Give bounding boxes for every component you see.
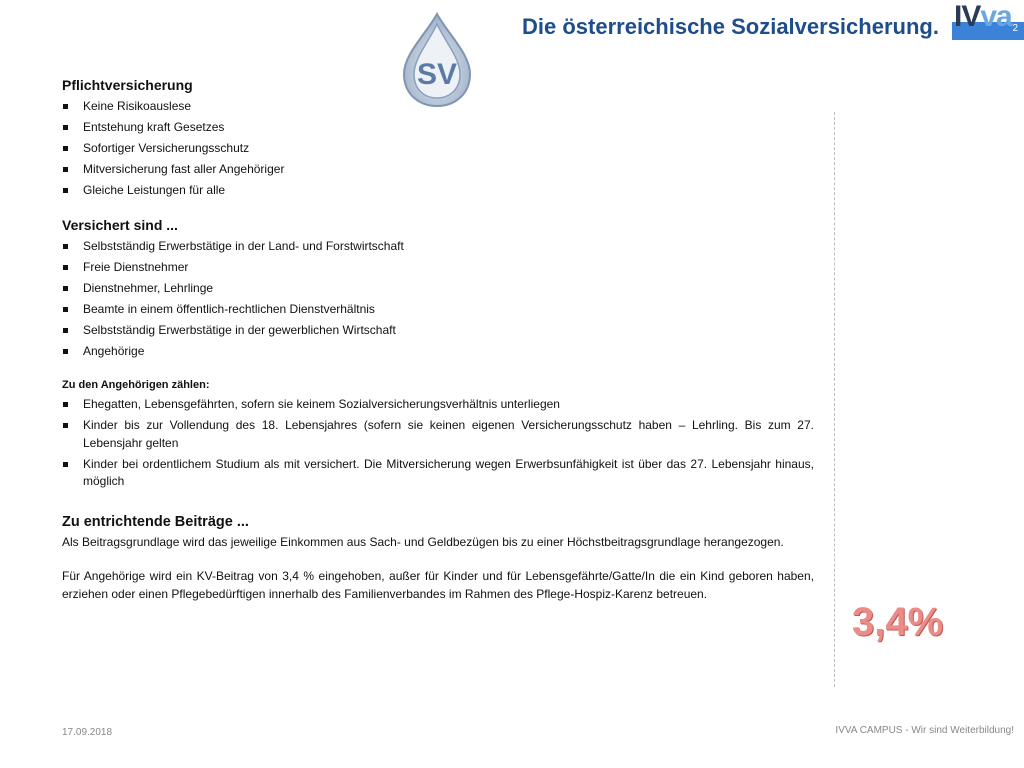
- section-heading: Pflichtversicherung: [62, 77, 193, 93]
- list-item: Keine Risikoauslese: [62, 98, 814, 116]
- paragraph: Als Beitragsgrundlage wird das jeweilige Einkommen aus Sach- und Geldbezügen bis zu einer Höchstbeitragsgrundlage herangezogen.: [62, 534, 784, 549]
- list-item: Entstehung kraft Gesetzes: [62, 119, 814, 137]
- section-pflichtversicherung: [62, 76, 814, 200]
- brand-part-1: IV: [954, 0, 981, 33]
- footer-date: 17.09.2018: [62, 727, 113, 738]
- list-item: Selbstständig Erwerbstätige in der gewerblichen Wirtschaft: [62, 322, 814, 340]
- brand-part-2: va: [980, 0, 1012, 33]
- page-number: 2: [1012, 23, 1018, 34]
- list-item: Ehegatten, Lebensgefährten, sofern sie keinem Sozialversicherungsverhältnis unterliegen: [62, 396, 814, 414]
- list-item: Gleiche Leistungen für alle: [62, 182, 814, 200]
- section-heading: Zu entrichtende Beiträge ...: [62, 513, 249, 530]
- subsection-heading: Zu den Angehörigen zählen:: [62, 379, 210, 391]
- list-item: Kinder bei ordentlichem Studium als mit versichert. Die Mitversicherung wegen Erwerbsunfähigkeit ist über das 27. Lebensjahr hinaus, möglich: [62, 456, 814, 491]
- section-beitraege: [62, 513, 814, 603]
- list-item: Kinder bis zur Vollendung des 18. Lebensjahres (sofern sie keinen eigenen Versicherungsschutz haben – Lehrling. Bis zum 27. Lebensjahr gelten: [62, 417, 814, 452]
- list-item: Sofortiger Versicherungsschutz: [62, 140, 814, 158]
- section-heading: Versichert sind ...: [62, 216, 178, 233]
- page-title: Die österreichische Sozialversicherung.: [522, 14, 939, 39]
- footer-tagline: IVVA CAMPUS - Wir sind Weiterbildung!: [835, 725, 1014, 736]
- brand-logo: [952, 2, 1024, 40]
- bullet-list: [62, 98, 814, 200]
- main-content: [62, 76, 814, 603]
- list-item: Beamte in einem öffentlich-rechtlichen Dienstverhältnis: [62, 301, 814, 319]
- paragraph: Für Angehörige wird ein KV-Beitrag von 3,4 % eingehoben, außer für Kinder und für Lebensgefährte/Gatte/In die ein Kind geboren haben, erziehen oder einen Pflegebedürftigen innerhalb des Familienverbandes im Rahmen des Pflege-Hospiz-Karenz betreuen.: [62, 568, 814, 601]
- list-item: Selbstständig Erwerbstätige in der Land- und Forstwirtschaft: [62, 238, 814, 256]
- list-item: Angehörige: [62, 343, 814, 361]
- section-versichert: [62, 216, 814, 361]
- list-item: Mitversicherung fast aller Angehöriger: [62, 161, 814, 179]
- divider-line: [834, 112, 835, 687]
- highlight-percentage: 3,4%: [852, 600, 944, 644]
- logo-text: SV: [416, 58, 458, 91]
- list-item: Freie Dienstnehmer: [62, 259, 814, 277]
- bullet-list: [62, 396, 814, 491]
- bullet-list: [62, 238, 814, 361]
- list-item: Dienstnehmer, Lehrlinge: [62, 280, 814, 298]
- brand-wordmark: [954, 0, 1012, 34]
- section-angehoerige: [62, 378, 814, 491]
